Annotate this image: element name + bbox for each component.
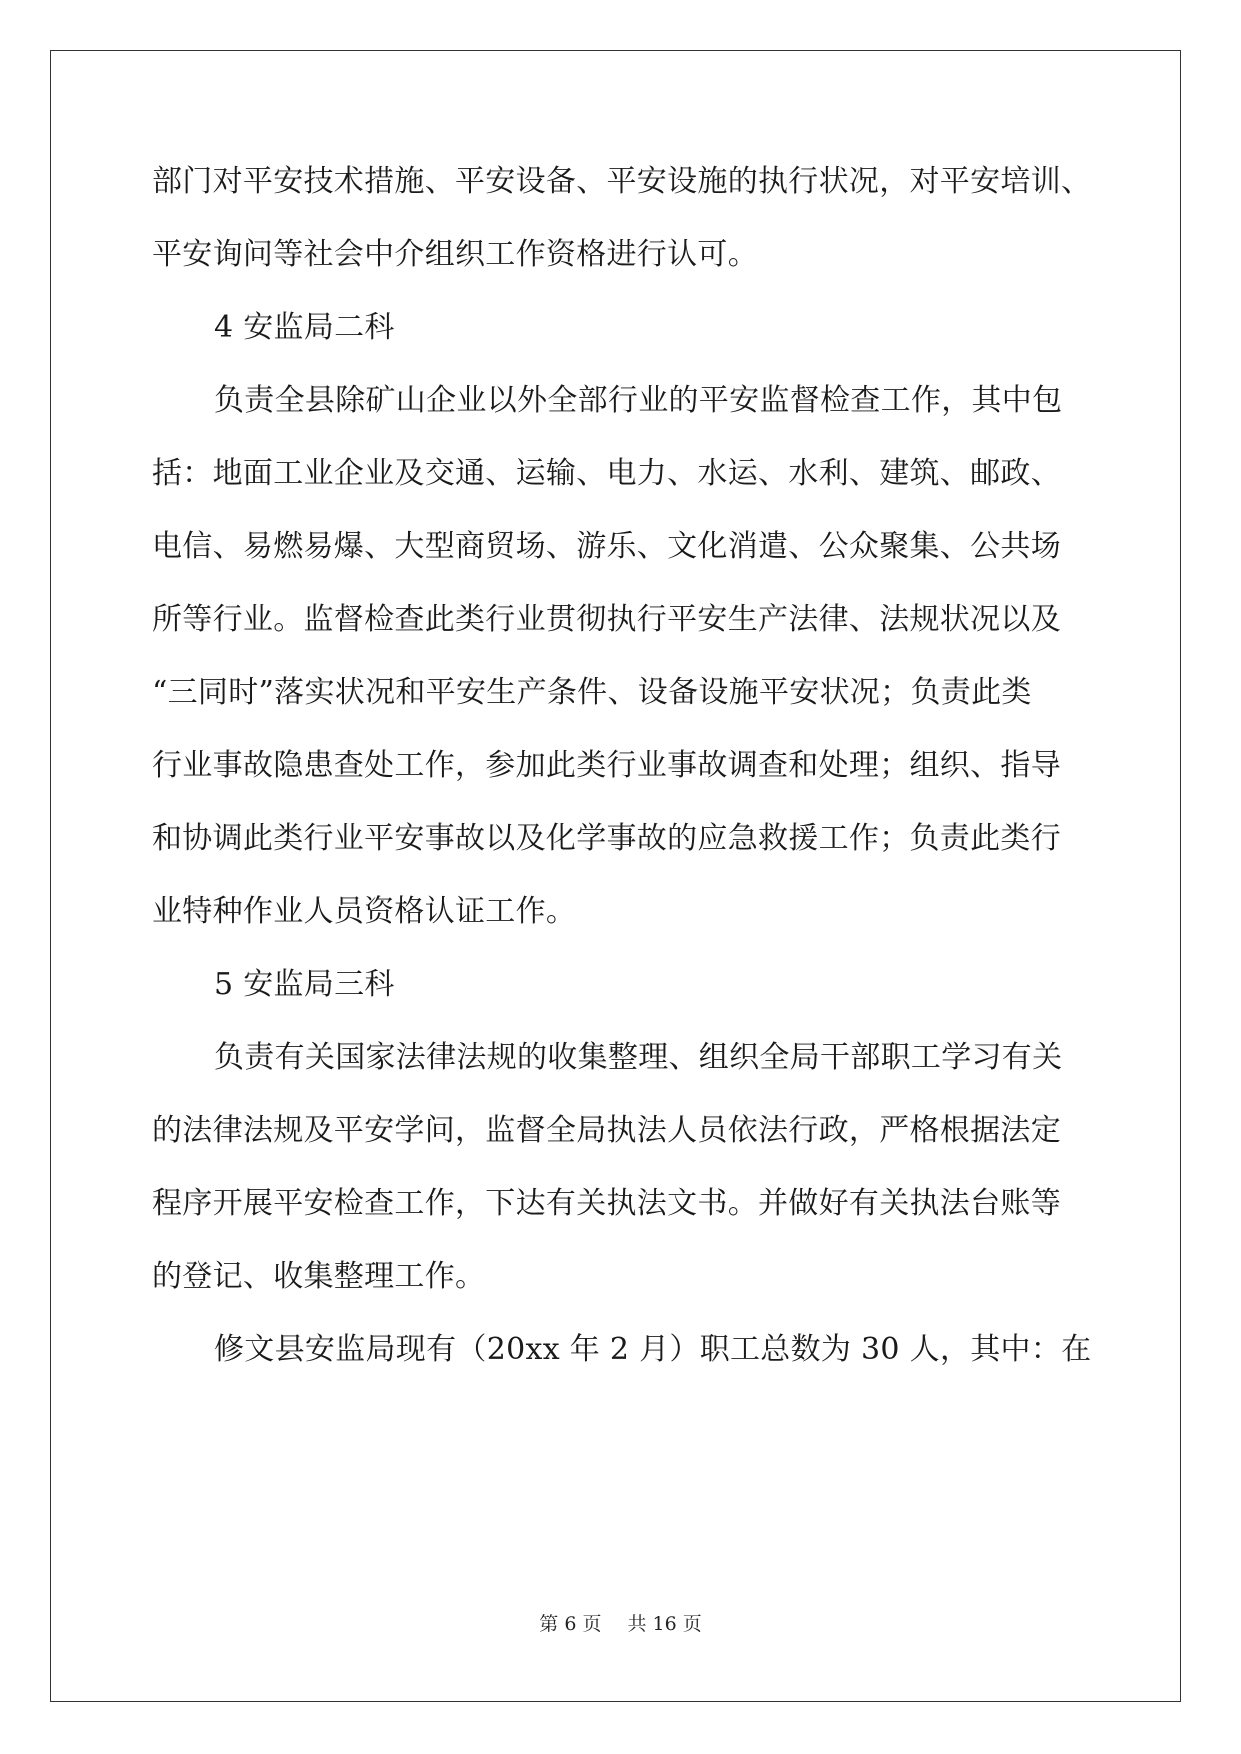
paragraph-line: 的登记、收集整理工作。 [152, 1259, 486, 1294]
paragraph-line: 电信、易燃易爆、大型商贸场、游乐、文化消遣、公众聚集、公共场 [152, 529, 1061, 564]
paragraph-line: 平安询问等社会中介组织工作资格进行认可。 [152, 237, 758, 272]
section-heading: 4 安监局二科 [214, 310, 395, 345]
paragraph-line: 所等行业。监督检查此类行业贯彻执行平安生产法律、法规状况以及 [152, 602, 1061, 637]
paragraph-line: 部门对平安技术措施、平安设备、平安设施的执行状况，对平安培训、 [152, 164, 1092, 199]
paragraph-line: 业特种作业人员资格认证工作。 [152, 894, 577, 929]
paragraph-line: 和协调此类行业平安事故以及化学事故的应急救援工作；负责此类行 [152, 821, 1061, 856]
paragraph-line: 程序开展平安检查工作，下达有关执法文书。并做好有关执法台账等 [152, 1186, 1061, 1221]
page-footer [0, 1612, 1241, 1636]
page-border [50, 50, 1181, 1702]
paragraph-line: “三同时”落实状况和平安生产条件、设备设施平安状况；负责此类 [152, 675, 1032, 710]
paragraph-line: 负责全县除矿山企业以外全部行业的平安监督检查工作，其中包 [214, 383, 1063, 418]
paragraph-line: 行业事故隐患查处工作，参加此类行业事故调查和处理；组织、指导 [152, 748, 1061, 783]
section-heading: 5 安监局三科 [214, 967, 395, 1002]
paragraph-line: 负责有关国家法律法规的收集整理、组织全局干部职工学习有关 [214, 1040, 1063, 1075]
paragraph-line: 括：地面工业企业及交通、运输、电力、水运、水利、建筑、邮政、 [152, 456, 1061, 491]
page-total: 共 16 页 [627, 1613, 702, 1635]
paragraph-line: 修文县安监局现有（20xx 年 2 月）职工总数为 30 人，其中：在 [214, 1332, 1092, 1367]
page-number: 第 6 页 [539, 1613, 602, 1635]
paragraph-line: 的法律法规及平安学问，监督全局执法人员依法行政，严格根据法定 [152, 1113, 1061, 1148]
